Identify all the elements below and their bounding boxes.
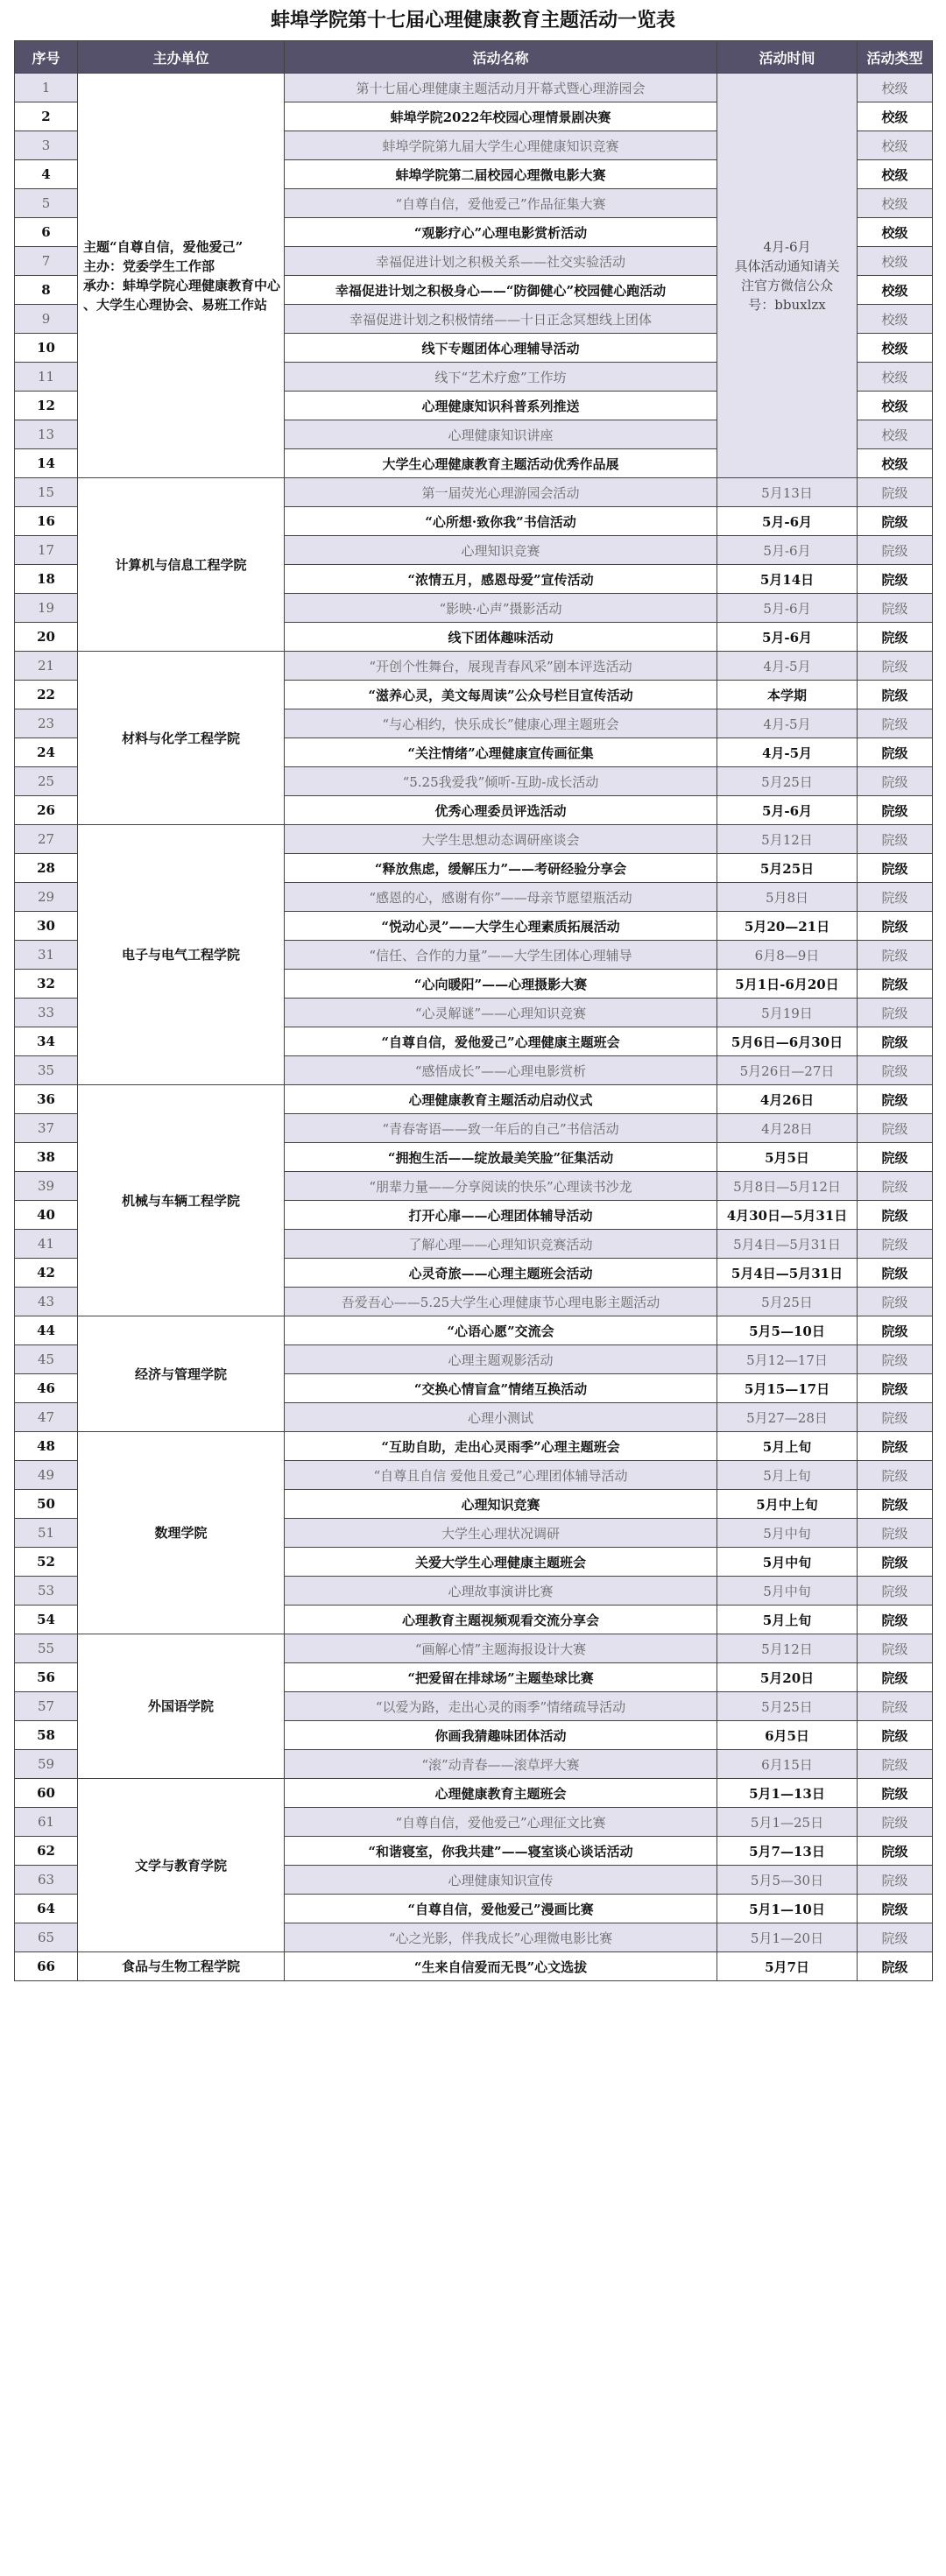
organizer-line: 计算机与信息工程学院 xyxy=(115,556,247,573)
activity-name: 幸福促进计划之积极身心——“防御健心”校园健心跑活动 xyxy=(285,276,717,305)
activity-name: “拥抱生活——绽放最美笑脸”征集活动 xyxy=(285,1143,717,1172)
activity-time: 5月26日—27日 xyxy=(717,1056,858,1085)
row-number: 4 xyxy=(15,160,78,189)
activity-type: 院级 xyxy=(858,1923,933,1952)
activity-time: 5月1—13日 xyxy=(717,1779,858,1808)
activity-type: 院级 xyxy=(858,623,933,652)
activity-type: 院级 xyxy=(858,1808,933,1837)
activity-type: 院级 xyxy=(858,1721,933,1750)
activity-time: 5月8日 xyxy=(717,883,858,912)
activity-type: 院级 xyxy=(858,1837,933,1866)
activity-type: 院级 xyxy=(858,1114,933,1143)
activity-time: 4月-5月 xyxy=(717,652,858,681)
row-number: 54 xyxy=(15,1606,78,1634)
row-number: 30 xyxy=(15,912,78,941)
time-block-line: 具体活动通知请关 xyxy=(734,258,840,274)
table-row xyxy=(15,1952,933,1981)
organizer-cell xyxy=(78,1952,285,1981)
activity-name: “释放焦虑，缓解压力”——考研经验分享会 xyxy=(285,854,717,883)
activity-name: 心理教育主题视频观看交流分享会 xyxy=(285,1606,717,1634)
row-number: 5 xyxy=(15,189,78,218)
activity-time: 5月12—17日 xyxy=(717,1345,858,1374)
activity-name: “关注情绪”心理健康宣传画征集 xyxy=(285,738,717,767)
activity-type: 院级 xyxy=(858,1952,933,1981)
organizer-line: 主办：党委学生工作部 xyxy=(83,258,215,274)
row-number: 34 xyxy=(15,1027,78,1056)
activity-name: “滚”动青春——滚草坪大赛 xyxy=(285,1750,717,1779)
activity-time: 5月20—21日 xyxy=(717,912,858,941)
activity-name: “感悟成长”——心理电影赏析 xyxy=(285,1056,717,1085)
activity-type: 院级 xyxy=(858,681,933,709)
row-number: 29 xyxy=(15,883,78,912)
activity-name: “自尊自信，爱他爱己”心理健康主题班会 xyxy=(285,1027,717,1056)
activity-time: 5月12日 xyxy=(717,1634,858,1663)
activity-name: 心理健康教育主题活动启动仪式 xyxy=(285,1085,717,1114)
activity-type: 校级 xyxy=(858,420,933,449)
row-number: 40 xyxy=(15,1201,78,1230)
organizer-cell xyxy=(78,1085,285,1316)
row-number: 8 xyxy=(15,276,78,305)
activity-time: 5月1—25日 xyxy=(717,1808,858,1837)
organizer-cell xyxy=(78,1316,285,1432)
activity-name: 大学生思想动态调研座谈会 xyxy=(285,825,717,854)
row-number: 50 xyxy=(15,1490,78,1519)
organizer-line: 机械与车辆工程学院 xyxy=(121,1192,240,1209)
activity-time: 5月6日—6月30日 xyxy=(717,1027,858,1056)
activity-type: 院级 xyxy=(858,970,933,999)
row-number: 28 xyxy=(15,854,78,883)
activity-type: 校级 xyxy=(858,218,933,247)
activity-name: “交换心情盲盒”情绪互换活动 xyxy=(285,1374,717,1403)
activity-name: “青春寄语——致一年后的自己”书信活动 xyxy=(285,1114,717,1143)
activity-name: “和谐寝室，你我共建”——寝室谈心谈话活动 xyxy=(285,1837,717,1866)
activity-table xyxy=(14,40,933,1981)
row-number: 17 xyxy=(15,536,78,565)
activity-time: 5月25日 xyxy=(717,767,858,796)
row-number: 47 xyxy=(15,1403,78,1432)
activity-name: “把爱留在排球场”主题垫球比赛 xyxy=(285,1663,717,1692)
row-number: 49 xyxy=(15,1461,78,1490)
activity-name: 优秀心理委员评选活动 xyxy=(285,796,717,825)
activity-time: 5月5—10日 xyxy=(717,1316,858,1345)
activity-name: 线下专题团体心理辅导活动 xyxy=(285,334,717,363)
organizer-line: 食品与生物工程学院 xyxy=(121,1958,240,1974)
activity-time-block xyxy=(717,74,858,478)
activity-name: 线下“艺术疗愈”工作坊 xyxy=(285,363,717,392)
row-number: 3 xyxy=(15,131,78,160)
activity-time: 6月8—9日 xyxy=(717,941,858,970)
activity-type: 院级 xyxy=(858,1779,933,1808)
row-number: 39 xyxy=(15,1172,78,1201)
table-row xyxy=(15,1316,933,1345)
activity-type: 院级 xyxy=(858,1403,933,1432)
activity-time: 5月7—13日 xyxy=(717,1837,858,1866)
activity-time: 5月-6月 xyxy=(717,507,858,536)
activity-type: 校级 xyxy=(858,305,933,334)
activity-time: 4月-5月 xyxy=(717,738,858,767)
activity-name: 打开心扉——心理团体辅导活动 xyxy=(285,1201,717,1230)
activity-time: 5月15—17日 xyxy=(717,1374,858,1403)
row-number: 56 xyxy=(15,1663,78,1692)
organizer-cell xyxy=(78,1634,285,1779)
activity-name: 心理主题观影活动 xyxy=(285,1345,717,1374)
row-number: 6 xyxy=(15,218,78,247)
activity-name: 第十七届心理健康主题活动月开幕式暨心理游园会 xyxy=(285,74,717,102)
activity-type: 校级 xyxy=(858,247,933,276)
table-row xyxy=(15,652,933,681)
activity-type: 院级 xyxy=(858,1548,933,1577)
activity-name: “心语心愿”交流会 xyxy=(285,1316,717,1345)
activity-name: “心灵解谜”——心理知识竞赛 xyxy=(285,999,717,1027)
activity-time: 5月中旬 xyxy=(717,1577,858,1606)
activity-time: 5月20日 xyxy=(717,1663,858,1692)
row-number: 59 xyxy=(15,1750,78,1779)
row-number: 64 xyxy=(15,1895,78,1923)
activity-type: 院级 xyxy=(858,796,933,825)
activity-time: 5月上旬 xyxy=(717,1606,858,1634)
row-number: 62 xyxy=(15,1837,78,1866)
activity-type: 院级 xyxy=(858,1259,933,1288)
activity-name: 吾爱吾心——5.25大学生心理健康节心理电影主题活动 xyxy=(285,1288,717,1316)
row-number: 51 xyxy=(15,1519,78,1548)
activity-type: 院级 xyxy=(858,1056,933,1085)
activity-name: “观影疗心”心理电影赏析活动 xyxy=(285,218,717,247)
activity-time: 5月25日 xyxy=(717,1288,858,1316)
activity-type: 院级 xyxy=(858,594,933,623)
table-row xyxy=(15,74,933,102)
header-activity-name: 活动名称 xyxy=(285,41,717,74)
activity-type: 院级 xyxy=(858,1288,933,1316)
row-number: 37 xyxy=(15,1114,78,1143)
activity-type: 院级 xyxy=(858,709,933,738)
activity-name: 心理知识竞赛 xyxy=(285,1490,717,1519)
row-number: 13 xyxy=(15,420,78,449)
row-number: 14 xyxy=(15,449,78,478)
row-number: 19 xyxy=(15,594,78,623)
activity-time: 6月15日 xyxy=(717,1750,858,1779)
activity-time: 5月1日-6月20日 xyxy=(717,970,858,999)
activity-name: 心理故事演讲比赛 xyxy=(285,1577,717,1606)
activity-type: 校级 xyxy=(858,131,933,160)
activity-time: 5月-6月 xyxy=(717,594,858,623)
activity-time: 本学期 xyxy=(717,681,858,709)
activity-time: 5月-6月 xyxy=(717,796,858,825)
activity-name: “互助自助，走出心灵雨季”心理主题班会 xyxy=(285,1432,717,1461)
activity-time: 5月25日 xyxy=(717,1692,858,1721)
table-row xyxy=(15,1779,933,1808)
activity-name: “影映·心声”摄影活动 xyxy=(285,594,717,623)
row-number: 42 xyxy=(15,1259,78,1288)
row-number: 38 xyxy=(15,1143,78,1172)
row-number: 60 xyxy=(15,1779,78,1808)
activity-time: 5月13日 xyxy=(717,478,858,507)
row-number: 65 xyxy=(15,1923,78,1952)
activity-type: 院级 xyxy=(858,1432,933,1461)
activity-name: 大学生心理健康教育主题活动优秀作品展 xyxy=(285,449,717,478)
table-body xyxy=(15,74,933,1981)
row-number: 41 xyxy=(15,1230,78,1259)
organizer-line: 主题“自尊自信，爱他爱己” xyxy=(83,238,244,255)
activity-time: 5月25日 xyxy=(717,854,858,883)
activity-name: 蚌埠学院第九届大学生心理健康知识竞赛 xyxy=(285,131,717,160)
activity-name: 第一届荧光心理游园会活动 xyxy=(285,478,717,507)
activity-type: 院级 xyxy=(858,1634,933,1663)
activity-time: 5月上旬 xyxy=(717,1432,858,1461)
activity-time: 5月-6月 xyxy=(717,623,858,652)
activity-time: 4月26日 xyxy=(717,1085,858,1114)
activity-name: “自尊自信，爱他爱己”心理征文比赛 xyxy=(285,1808,717,1837)
activity-name: “画解心情”主题海报设计大赛 xyxy=(285,1634,717,1663)
activity-name: “感恩的心，感谢有你”——母亲节愿望瓶活动 xyxy=(285,883,717,912)
row-number: 52 xyxy=(15,1548,78,1577)
row-number: 16 xyxy=(15,507,78,536)
activity-type: 院级 xyxy=(858,738,933,767)
activity-time: 5月中旬 xyxy=(717,1519,858,1548)
row-number: 66 xyxy=(15,1952,78,1981)
row-number: 48 xyxy=(15,1432,78,1461)
activity-type: 院级 xyxy=(858,478,933,507)
row-number: 57 xyxy=(15,1692,78,1721)
activity-type: 校级 xyxy=(858,74,933,102)
activity-type: 院级 xyxy=(858,1866,933,1895)
row-number: 44 xyxy=(15,1316,78,1345)
header-activity-time: 活动时间 xyxy=(717,41,858,74)
activity-time: 5月19日 xyxy=(717,999,858,1027)
activity-name: 你画我猜趣味团体活动 xyxy=(285,1721,717,1750)
activity-time: 5月8日—5月12日 xyxy=(717,1172,858,1201)
activity-time: 5月1—20日 xyxy=(717,1923,858,1952)
activity-name: “朋辈力量——分享阅读的快乐”心理读书沙龙 xyxy=(285,1172,717,1201)
activity-time: 5月1—10日 xyxy=(717,1895,858,1923)
activity-type: 院级 xyxy=(858,1750,933,1779)
activity-name: “心所想·致你我”书信活动 xyxy=(285,507,717,536)
organizer-line: 承办：蚌埠学院心理健康教育中心 xyxy=(83,277,281,293)
activity-type: 院级 xyxy=(858,1461,933,1490)
row-number: 63 xyxy=(15,1866,78,1895)
activity-time: 4月30日—5月31日 xyxy=(717,1201,858,1230)
activity-time: 5月5日 xyxy=(717,1143,858,1172)
activity-name: “悦动心灵”——大学生心理素质拓展活动 xyxy=(285,912,717,941)
activity-type: 院级 xyxy=(858,1345,933,1374)
activity-name: “心之光影，伴我成长”心理微电影比赛 xyxy=(285,1923,717,1952)
activity-type: 院级 xyxy=(858,1519,933,1548)
row-number: 21 xyxy=(15,652,78,681)
activity-type: 院级 xyxy=(858,767,933,796)
activity-name: 心理知识竞赛 xyxy=(285,536,717,565)
row-number: 26 xyxy=(15,796,78,825)
table-row xyxy=(15,1634,933,1663)
activity-name: 大学生心理状况调研 xyxy=(285,1519,717,1548)
activity-name: 了解心理——心理知识竞赛活动 xyxy=(285,1230,717,1259)
row-number: 18 xyxy=(15,565,78,594)
activity-type: 校级 xyxy=(858,334,933,363)
organizer-cell xyxy=(78,825,285,1085)
activity-type: 院级 xyxy=(858,1692,933,1721)
activity-name: 幸福促进计划之积极情绪——十日正念冥想线上团体 xyxy=(285,305,717,334)
activity-type: 院级 xyxy=(858,1606,933,1634)
activity-type: 院级 xyxy=(858,1172,933,1201)
activity-time: 5月上旬 xyxy=(717,1461,858,1490)
row-number: 46 xyxy=(15,1374,78,1403)
time-block-line: 4月-6月 xyxy=(763,238,811,255)
activity-type: 院级 xyxy=(858,854,933,883)
activity-type: 院级 xyxy=(858,941,933,970)
activity-time: 5月14日 xyxy=(717,565,858,594)
row-number: 31 xyxy=(15,941,78,970)
organizer-line: 经济与管理学院 xyxy=(134,1366,227,1382)
activity-time: 5月4日—5月31日 xyxy=(717,1259,858,1288)
activity-name: 蚌埠学院第二届校园心理微电影大赛 xyxy=(285,160,717,189)
activity-name: 线下团体趣味活动 xyxy=(285,623,717,652)
activity-type: 院级 xyxy=(858,507,933,536)
activity-name: 蚌埠学院2022年校园心理情景剧决赛 xyxy=(285,102,717,131)
row-number: 27 xyxy=(15,825,78,854)
activity-name: “开创个性舞台，展现青春风采”剧本评选活动 xyxy=(285,652,717,681)
activity-type: 校级 xyxy=(858,102,933,131)
activity-time: 5月5—30日 xyxy=(717,1866,858,1895)
activity-type: 院级 xyxy=(858,1143,933,1172)
activity-time: 5月12日 xyxy=(717,825,858,854)
row-number: 7 xyxy=(15,247,78,276)
organizer-line: 数理学院 xyxy=(154,1525,208,1541)
activity-type: 院级 xyxy=(858,912,933,941)
activity-type: 院级 xyxy=(858,1027,933,1056)
activity-name: 心理健康知识讲座 xyxy=(285,420,717,449)
row-number: 9 xyxy=(15,305,78,334)
activity-name: “5.25我爱我”倾听-互助-成长活动 xyxy=(285,767,717,796)
row-number: 2 xyxy=(15,102,78,131)
row-number: 1 xyxy=(15,74,78,102)
activity-name: 心理健康知识科普系列推送 xyxy=(285,392,717,420)
activity-type: 校级 xyxy=(858,363,933,392)
header-row xyxy=(15,41,933,74)
time-block-line: 注官方微信公众 xyxy=(740,277,833,293)
activity-name: “信任、合作的力量”——大学生团体心理辅导 xyxy=(285,941,717,970)
activity-name: “自尊自信，爱他爱己”漫画比赛 xyxy=(285,1895,717,1923)
activity-type: 院级 xyxy=(858,1085,933,1114)
row-number: 36 xyxy=(15,1085,78,1114)
activity-type: 院级 xyxy=(858,1490,933,1519)
activity-name: “心向暖阳”——心理摄影大赛 xyxy=(285,970,717,999)
organizer-cell xyxy=(78,1779,285,1952)
activity-time: 4月28日 xyxy=(717,1114,858,1143)
activity-type: 校级 xyxy=(858,276,933,305)
row-number: 24 xyxy=(15,738,78,767)
row-number: 23 xyxy=(15,709,78,738)
row-number: 53 xyxy=(15,1577,78,1606)
activity-name: 幸福促进计划之积极关系——社交实验活动 xyxy=(285,247,717,276)
activity-type: 校级 xyxy=(858,449,933,478)
activity-name: “自尊自信，爱他爱己”作品征集大赛 xyxy=(285,189,717,218)
activity-time: 5月中上旬 xyxy=(717,1490,858,1519)
row-number: 12 xyxy=(15,392,78,420)
activity-name: “自尊且自信 爱他且爱己”心理团体辅导活动 xyxy=(285,1461,717,1490)
header-no: 序号 xyxy=(15,41,78,74)
table-row xyxy=(15,1085,933,1114)
activity-type: 院级 xyxy=(858,1577,933,1606)
activity-type: 院级 xyxy=(858,536,933,565)
activity-type: 校级 xyxy=(858,189,933,218)
table-row xyxy=(15,1432,933,1461)
activity-time: 6月5日 xyxy=(717,1721,858,1750)
activity-name: “以爱为路，走出心灵的雨季”情绪疏导活动 xyxy=(285,1692,717,1721)
activity-time: 5月4日—5月31日 xyxy=(717,1230,858,1259)
row-number: 32 xyxy=(15,970,78,999)
organizer-line: 电子与电气工程学院 xyxy=(121,947,240,963)
activity-time: 5月27—28日 xyxy=(717,1403,858,1432)
activity-type: 校级 xyxy=(858,160,933,189)
table-row xyxy=(15,825,933,854)
activity-time: 5月-6月 xyxy=(717,536,858,565)
row-number: 58 xyxy=(15,1721,78,1750)
organizer-line: 外国语学院 xyxy=(147,1698,214,1714)
row-number: 22 xyxy=(15,681,78,709)
organizer-cell xyxy=(78,652,285,825)
activity-name: “浓情五月，感恩母爱”宣传活动 xyxy=(285,565,717,594)
table-row xyxy=(15,478,933,507)
organizer-cell xyxy=(78,74,285,478)
activity-type: 院级 xyxy=(858,1230,933,1259)
activity-type: 院级 xyxy=(858,1316,933,1345)
activity-name: 心理健康教育主题班会 xyxy=(285,1779,717,1808)
row-number: 43 xyxy=(15,1288,78,1316)
activity-name: 关爱大学生心理健康主题班会 xyxy=(285,1548,717,1577)
activity-time: 5月7日 xyxy=(717,1952,858,1981)
row-number: 10 xyxy=(15,334,78,363)
time-block-line: 号：bbuxlzx xyxy=(748,296,826,313)
row-number: 35 xyxy=(15,1056,78,1085)
row-number: 11 xyxy=(15,363,78,392)
header-activity-type: 活动类型 xyxy=(858,41,933,74)
row-number: 55 xyxy=(15,1634,78,1663)
activity-name: “滋养心灵，美文每周读”公众号栏目宣传活动 xyxy=(285,681,717,709)
organizer-line: 文学与教育学院 xyxy=(134,1857,227,1874)
activity-type: 院级 xyxy=(858,1374,933,1403)
page-title: 蚌埠学院第十七届心理健康教育主题活动一览表 xyxy=(270,9,675,32)
organizer-line: 、大学生心理协会、易班工作站 xyxy=(83,296,268,313)
activity-type: 院级 xyxy=(858,1663,933,1692)
activity-name: “与心相约，快乐成长”健康心理主题班会 xyxy=(285,709,717,738)
activity-name: “生来自信爱而无畏”心文选拔 xyxy=(285,1952,717,1981)
row-number: 15 xyxy=(15,478,78,507)
activity-type: 院级 xyxy=(858,1895,933,1923)
organizer-cell xyxy=(78,478,285,652)
activity-name: 心理小测试 xyxy=(285,1403,717,1432)
row-number: 25 xyxy=(15,767,78,796)
activity-type: 院级 xyxy=(858,883,933,912)
row-number: 20 xyxy=(15,623,78,652)
page xyxy=(14,0,932,1981)
activity-name: 心理健康知识宣传 xyxy=(285,1866,717,1895)
activity-type: 校级 xyxy=(858,392,933,420)
row-number: 61 xyxy=(15,1808,78,1837)
activity-name: 心灵奇旅——心理主题班会活动 xyxy=(285,1259,717,1288)
activity-type: 院级 xyxy=(858,999,933,1027)
activity-type: 院级 xyxy=(858,652,933,681)
row-number: 45 xyxy=(15,1345,78,1374)
activity-time: 4月-5月 xyxy=(717,709,858,738)
organizer-cell xyxy=(78,1432,285,1634)
header-organizer: 主办单位 xyxy=(78,41,285,74)
activity-type: 院级 xyxy=(858,825,933,854)
activity-type: 院级 xyxy=(858,1201,933,1230)
activity-type: 院级 xyxy=(858,565,933,594)
organizer-line: 材料与化学工程学院 xyxy=(121,730,240,746)
row-number: 33 xyxy=(15,999,78,1027)
activity-time: 5月中旬 xyxy=(717,1548,858,1577)
